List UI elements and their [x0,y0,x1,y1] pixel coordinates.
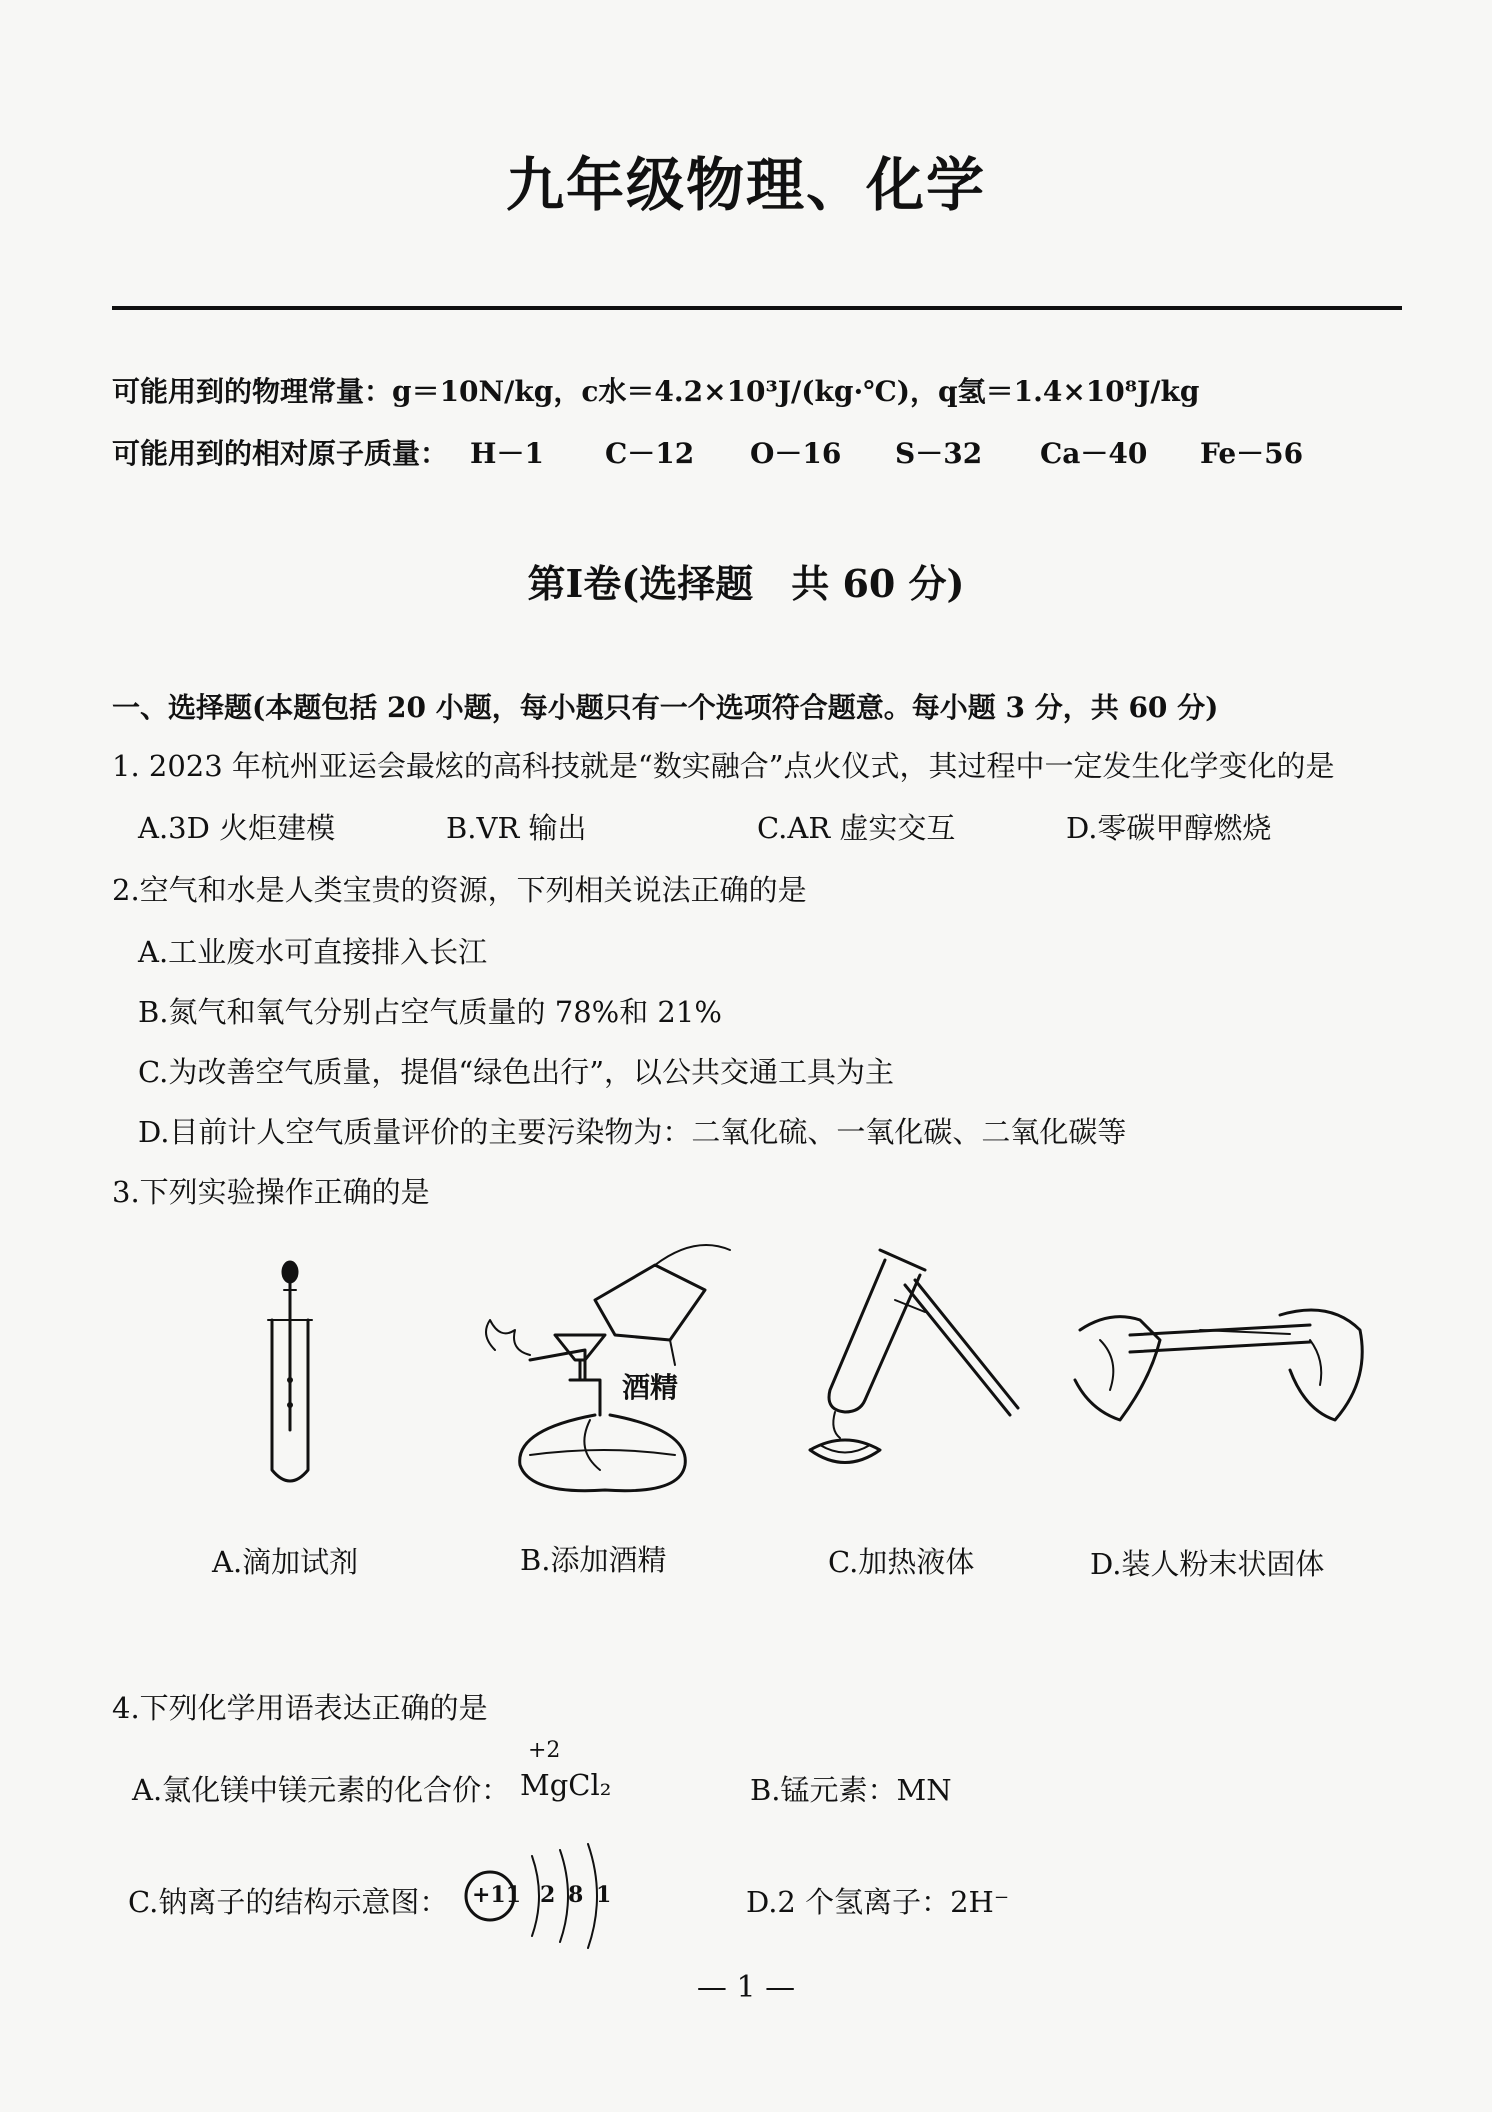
q4-option-d: D.2 个氢离子：2H⁻ [746,1885,1010,1919]
q3-caption-a: A.滴加试剂 [212,1545,359,1579]
q1-stem: 1. 2023 年杭州亚运会最炫的高科技就是“数实融合”点火仪式，其过程中一定发生化学变化的是 [112,749,1335,783]
atomic-mass-fe: Fe－56 [1200,437,1304,470]
atomic-mass-s: S－32 [895,437,983,470]
q1-option-b: B.VR 输出 [446,811,587,845]
sodium-shell-2: 8 [568,1882,584,1908]
sodium-nucleus-charge: +11 [472,1882,522,1908]
page-title: 九年级物理、化学 [505,151,986,219]
q2-stem: 2.空气和水是人类宝贵的资源，下列相关说法正确的是 [112,873,807,907]
part-heading: 一、选择题(本题包括 20 小题，每小题只有一个选项符合题意。每小题 3 分，共 60 分) [112,691,1219,724]
q3-caption-d: D.装人粉末状固体 [1090,1547,1325,1581]
sodium-shell-1: 2 [540,1882,556,1908]
section-title: 第Ⅰ卷(选择题 共 60 分) [527,561,965,606]
physics-constants: 可能用到的物理常量：g＝10N/kg，c水＝4.2×10³J/(kg·℃)，q氢＝1.4×10⁸J/kg [112,375,1200,408]
q3-caption-c: C.加热液体 [828,1545,975,1579]
sodium-shell-3: 1 [596,1882,612,1908]
q4-valence: +2 [528,1738,561,1763]
dropper-test-tube-figure [250,1260,330,1500]
atomic-mass-ca: Ca－40 [1040,437,1148,470]
title-rule [112,306,1402,310]
atomic-mass-c: C－12 [605,437,695,470]
q2-option-c: C.为改善空气质量，提倡“绿色出行”，以公共交通工具为主 [138,1055,895,1089]
q3-caption-b: B.添加酒精 [520,1543,667,1577]
q1-option-d: D.零碳甲醇燃烧 [1066,811,1272,845]
q1-option-a: A.3D 火炬建模 [138,811,336,845]
q4-formula: MgCl₂ [520,1768,612,1802]
q2-option-d: D.目前计人空气质量评价的主要污染物为：二氧化硫、一氧化碳、二氧化碳等 [138,1115,1127,1149]
q2-option-b: B.氮气和氧气分别占空气质量的 78%和 21% [138,995,722,1029]
atomic-mass-label: 可能用到的相对原子质量： [112,437,449,470]
alcohol-label: 酒精 [622,1371,679,1404]
q3-stem: 3.下列实验操作正确的是 [112,1175,430,1209]
q4-option-b: B.锰元素：MN [750,1773,952,1807]
atomic-mass-h: H－1 [470,437,544,470]
q2-option-a: A.工业废水可直接排入长江 [138,935,488,969]
q4-option-c-text: C.钠离子的结构示意图： [128,1885,449,1919]
q1-option-c: C.AR 虚实交互 [757,811,956,845]
q4-option-a-text: A.氯化镁中镁元素的化合价： [132,1773,511,1807]
q4-stem: 4.下列化学用语表达正确的是 [112,1691,488,1725]
powder-loading-figure [1070,1300,1370,1460]
page-number: — 1 — [696,1970,796,2005]
heating-liquid-figure [790,1240,1020,1480]
atomic-mass-o: O－16 [750,437,842,470]
alcohol-lamp-figure [475,1240,735,1500]
